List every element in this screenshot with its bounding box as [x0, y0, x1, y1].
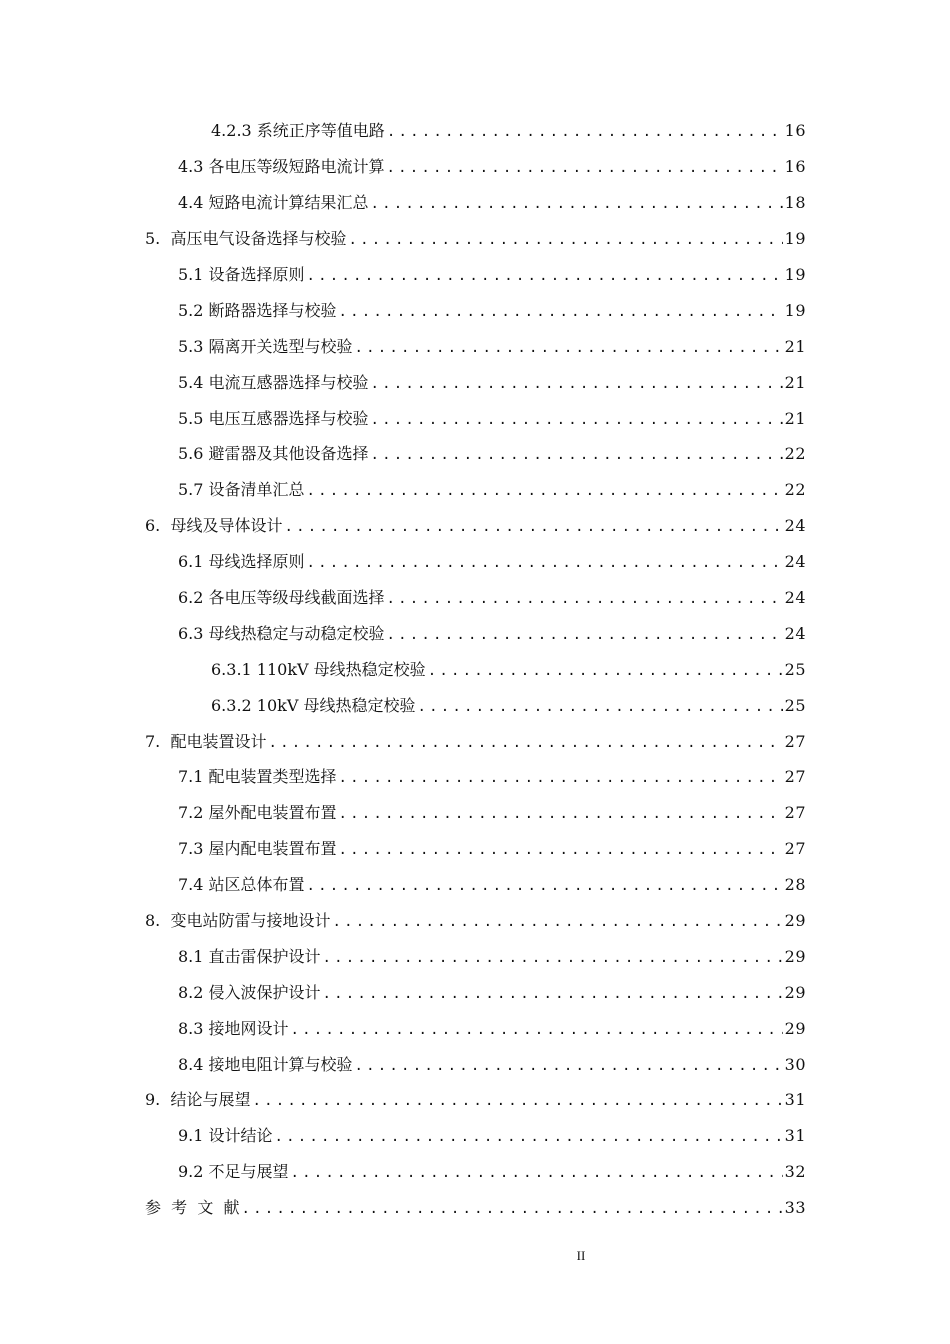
toc-entry[interactable]	[0, 114, 950, 150]
toc-entry[interactable]	[0, 186, 950, 222]
toc-entry-label: 5.7 设备清单汇总	[178, 480, 305, 500]
toc-entry[interactable]	[0, 1155, 950, 1191]
toc-entry-label: 8.3 接地网设计	[178, 1018, 289, 1038]
toc-entry-line	[178, 588, 950, 609]
toc-entry-page: 31	[784, 1090, 806, 1110]
toc-entry-line	[178, 373, 950, 394]
toc-entry-page: 24	[784, 623, 806, 643]
toc-entry-label: 5.4 电流互感器选择与校验	[178, 372, 369, 392]
toc-entry-page: 21	[784, 372, 806, 392]
toc-entry-page: 19	[784, 229, 806, 249]
toc-entry[interactable]	[0, 509, 950, 545]
toc-entry[interactable]	[0, 222, 950, 258]
toc-entry-label: 4.2.3 系统正序等值电路	[211, 121, 385, 141]
toc-entry-label: 参 考 文 献	[145, 1198, 240, 1218]
toc-entry-line	[178, 301, 950, 322]
toc-entry[interactable]	[0, 437, 950, 473]
toc-entry-line	[178, 767, 950, 788]
toc-entry-page: 27	[784, 839, 806, 859]
toc-entry-label: 5.1 设备选择原则	[178, 265, 305, 284]
page-number: II	[576, 1248, 586, 1263]
toc-entry[interactable]	[0, 760, 950, 796]
toc-entry-label: 6.1 母线选择原则	[178, 552, 305, 572]
toc-entry[interactable]	[0, 616, 950, 652]
toc-dot-leader	[348, 230, 782, 250]
toc-dot-leader	[371, 445, 783, 465]
toc-entry-page: 31	[784, 1126, 806, 1146]
toc-entry-page: 27	[784, 803, 806, 823]
toc-entry-line	[145, 732, 950, 753]
table-of-contents	[0, 114, 950, 1227]
toc-dot-leader	[387, 158, 783, 178]
toc-entry[interactable]	[0, 1119, 950, 1155]
toc-dot-leader	[307, 481, 783, 501]
toc-dot-leader	[371, 194, 783, 214]
toc-entry-line	[178, 1162, 950, 1183]
toc-entry-line	[178, 1126, 950, 1147]
toc-dot-leader	[387, 589, 783, 609]
toc-dot-leader	[291, 1020, 783, 1040]
toc-entry[interactable]	[0, 868, 950, 904]
toc-entry-label: 4.4 短路电流计算结果汇总	[178, 193, 369, 213]
toc-entry-line	[178, 480, 950, 501]
toc-entry-label: 6.3 母线热稳定与动稳定校验	[178, 623, 385, 643]
toc-entry-label: 6.2 各电压等级母线截面选择	[178, 588, 385, 608]
toc-dot-leader	[371, 374, 783, 394]
toc-entry-label: 5.5 电压互感器选择与校验	[178, 408, 369, 428]
toc-dot-leader	[428, 661, 783, 681]
toc-entry[interactable]	[0, 581, 950, 617]
toc-entry[interactable]	[0, 652, 950, 688]
toc-entry-line	[178, 624, 950, 645]
toc-entry-label: 5.6 避雷器及其他设备选择	[178, 444, 369, 464]
toc-entry-label: 9.2 不足与展望	[178, 1162, 289, 1182]
toc-entry-page: 30	[784, 1054, 806, 1074]
toc-entry-label: 8.2 侵入波保护设计	[178, 982, 321, 1002]
toc-entry-label: 9. 结论与展望	[145, 1090, 251, 1110]
toc-entry-line	[178, 265, 950, 286]
toc-entry-page: 21	[784, 408, 806, 428]
toc-entry-label: 5. 高压电气设备选择与校验	[145, 229, 347, 249]
toc-entry[interactable]	[0, 365, 950, 401]
toc-entry-label: 4.3 各电压等级短路电流计算	[178, 157, 385, 177]
toc-dot-leader	[371, 410, 783, 430]
toc-entry-page: 29	[784, 946, 806, 966]
toc-entry-label: 6. 母线及导体设计	[145, 516, 283, 536]
toc-entry-line	[178, 193, 950, 214]
toc-entry-label: 7. 配电装置设计	[145, 731, 267, 751]
toc-dot-leader	[307, 553, 783, 573]
toc-entry[interactable]	[0, 258, 950, 294]
toc-entry-label: 7.1 配电装置类型选择	[178, 767, 337, 787]
toc-entry[interactable]	[0, 724, 950, 760]
toc-entry[interactable]	[0, 150, 950, 186]
toc-entry-page: 22	[784, 444, 806, 464]
toc-entry-page: 25	[784, 659, 806, 679]
toc-entry-page: 24	[784, 516, 806, 536]
toc-entry-label: 8. 变电站防雷与接地设计	[145, 911, 331, 931]
toc-entry-line	[145, 229, 950, 250]
toc-entry-label: 6.3.1 110kV 母线热稳定校验	[211, 659, 426, 679]
toc-dot-leader	[387, 122, 783, 142]
toc-entry-line	[178, 803, 950, 824]
toc-entry[interactable]	[0, 473, 950, 509]
toc-entry[interactable]	[0, 293, 950, 329]
toc-entry[interactable]	[0, 1083, 950, 1119]
toc-dot-leader	[339, 804, 783, 824]
toc-entry[interactable]	[0, 1191, 950, 1227]
toc-entry-line	[145, 911, 950, 932]
toc-entry-line	[211, 121, 950, 142]
toc-entry-label: 9.1 设计结论	[178, 1126, 273, 1146]
toc-dot-leader	[355, 338, 783, 358]
toc-entry-line	[178, 983, 950, 1004]
toc-entry-label: 5.3 隔离开关选型与校验	[178, 336, 353, 356]
toc-entry-page: 29	[784, 1018, 806, 1038]
toc-entry[interactable]	[0, 688, 950, 724]
toc-entry-line	[178, 444, 950, 465]
toc-entry-line	[145, 1090, 950, 1111]
toc-entry-page: 29	[784, 911, 806, 931]
toc-dot-leader	[275, 1127, 783, 1147]
toc-entry-line	[211, 660, 950, 681]
toc-entry-line	[178, 337, 950, 358]
toc-entry-label: 8.4 接地电阻计算与校验	[178, 1054, 353, 1074]
toc-dot-leader	[339, 840, 783, 860]
toc-entry-page: 25	[784, 695, 806, 715]
toc-dot-leader	[339, 302, 783, 322]
toc-entry-line	[145, 1198, 950, 1219]
toc-dot-leader	[418, 697, 783, 717]
toc-entry[interactable]	[0, 401, 950, 437]
toc-entry-line	[178, 552, 950, 573]
toc-dot-leader	[268, 733, 782, 753]
toc-entry-page: 18	[784, 193, 806, 213]
toc-entry-page: 27	[784, 767, 806, 787]
toc-entry[interactable]	[0, 329, 950, 365]
toc-dot-leader	[242, 1199, 783, 1219]
toc-entry-line	[178, 1019, 950, 1040]
toc-entry-page: 29	[784, 982, 806, 1002]
toc-entry-page: 16	[784, 157, 806, 177]
toc-entry-line	[178, 839, 950, 860]
toc-entry[interactable]	[0, 796, 950, 832]
toc-entry-line	[178, 157, 950, 178]
toc-dot-leader	[307, 266, 783, 286]
toc-dot-leader	[387, 625, 783, 645]
toc-entry[interactable]	[0, 904, 950, 940]
toc-dot-leader	[307, 876, 783, 896]
toc-entry-page: 16	[784, 121, 806, 141]
toc-entry[interactable]	[0, 1047, 950, 1083]
toc-entry-label: 7.3 屋内配电装置布置	[178, 839, 337, 859]
toc-entry-page: 24	[784, 552, 806, 572]
toc-dot-leader	[323, 948, 783, 968]
toc-entry-line	[178, 947, 950, 968]
toc-entry-label: 6.3.2 10kV 母线热稳定校验	[211, 695, 416, 715]
toc-dot-leader	[339, 768, 783, 788]
toc-dot-leader	[332, 912, 782, 932]
toc-dot-leader	[284, 517, 782, 537]
toc-entry-line	[178, 875, 950, 896]
toc-entry-page: 19	[784, 300, 806, 320]
toc-entry-page: 21	[784, 336, 806, 356]
toc-dot-leader	[291, 1163, 783, 1183]
toc-entry[interactable]	[0, 832, 950, 868]
toc-entry-line	[178, 1055, 950, 1076]
toc-entry-page: 24	[784, 588, 806, 608]
toc-entry-label: 5.2 断路器选择与校验	[178, 300, 337, 320]
toc-entry-line	[211, 696, 950, 717]
toc-dot-leader	[355, 1056, 783, 1076]
toc-entry-line	[178, 409, 950, 430]
toc-entry-page: 32	[784, 1162, 806, 1182]
toc-dot-leader	[323, 984, 783, 1004]
toc-entry-page: 28	[784, 875, 806, 895]
page-footer	[0, 1248, 950, 1264]
toc-entry-label: 7.2 屋外配电装置布置	[178, 803, 337, 823]
toc-dot-leader	[252, 1091, 782, 1111]
toc-entry-page: 27	[784, 731, 806, 751]
toc-entry-label: 7.4 站区总体布置	[178, 875, 305, 895]
toc-entry[interactable]	[0, 545, 950, 581]
toc-entry[interactable]	[0, 975, 950, 1011]
toc-entry-label: 8.1 直击雷保护设计	[178, 946, 321, 966]
toc-entry-page: 33	[784, 1198, 806, 1218]
toc-entry-page: 19	[784, 265, 806, 284]
toc-entry[interactable]	[0, 939, 950, 975]
toc-entry[interactable]	[0, 1011, 950, 1047]
toc-entry-page: 22	[784, 480, 806, 500]
toc-entry-line	[145, 516, 950, 537]
